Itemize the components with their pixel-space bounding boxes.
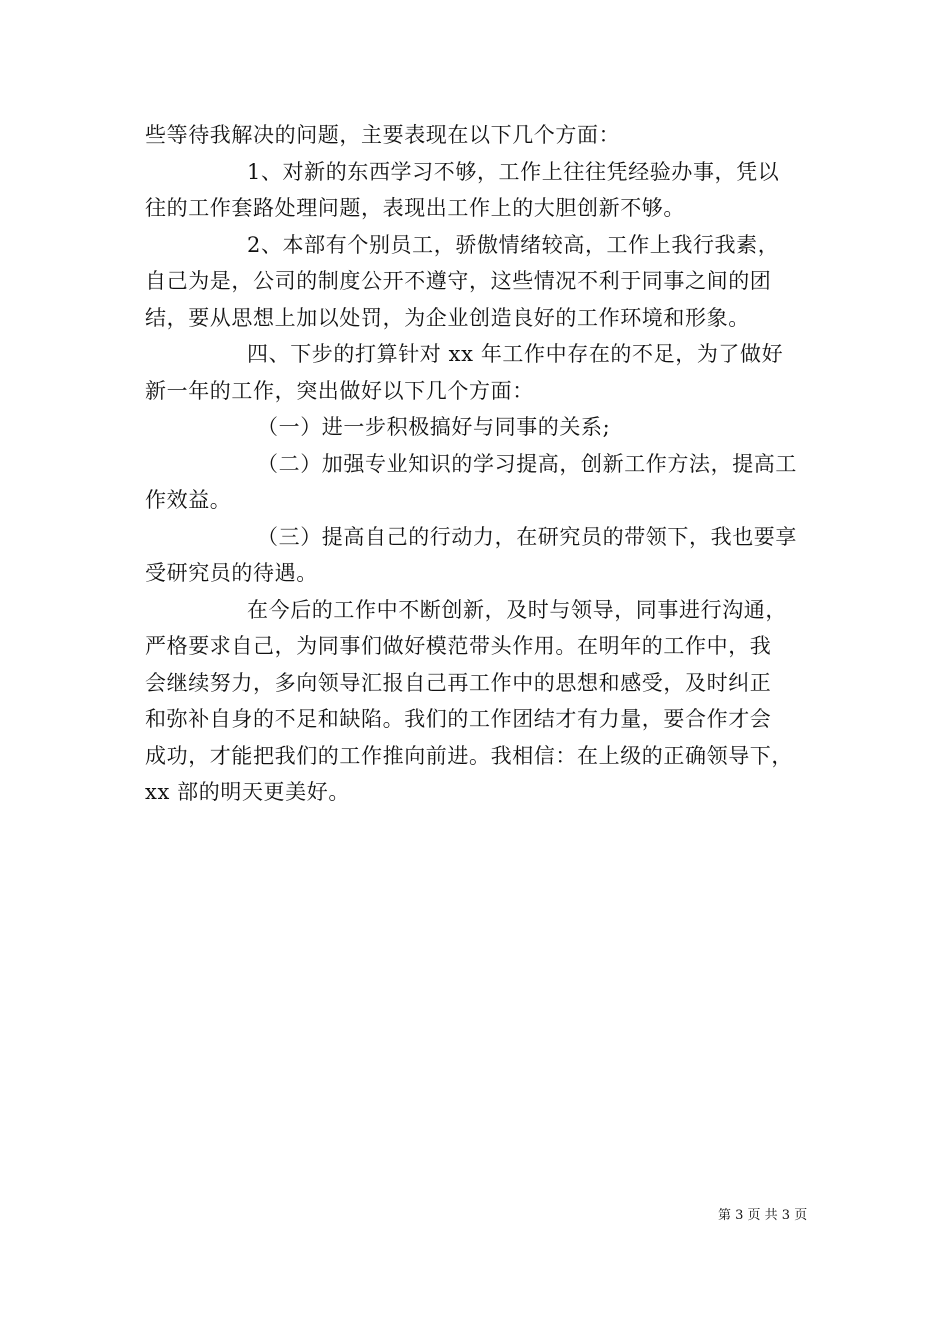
paragraph-line: 和弥补自身的不足和缺陷。我们的工作团结才有力量，要合作才会	[145, 707, 772, 731]
paragraph-line: 新一年的工作，突出做好以下几个方面：	[145, 378, 534, 403]
paragraph-line: xx 部的明天更美好。	[145, 780, 350, 804]
paragraph-line: 严格要求自己，为同事们做好模范带头作用。在明年的工作中，我	[145, 634, 772, 658]
paragraph-line: 自己为是，公司的制度公开不遵守，这些情况不利于同事之间的团	[145, 269, 772, 293]
page-number-footer: 第 3 页 共 3 页	[718, 1208, 808, 1223]
paragraph-line: （二）加强专业知识的学习提高，创新工作方法，提高工	[257, 451, 797, 476]
paragraph-line: （三）提高自己的行动力，在研究员的带领下，我也要享	[257, 524, 797, 549]
paragraph-line: 结，要从思想上加以处罚，为企业创造良好的工作环境和形象。	[145, 305, 750, 330]
paragraph-line: 在今后的工作中不断创新，及时与领导，同事进行沟通，	[247, 597, 787, 622]
paragraph-line: 作效益。	[145, 488, 232, 512]
paragraph-line: 1、对新的东西学习不够，工作上往往凭经验办事，凭以	[247, 159, 780, 184]
paragraph-line: （一）进一步积极搞好与同事的关系;	[257, 415, 611, 439]
paragraph-line: 受研究员的待遇。	[145, 561, 318, 585]
paragraph-line: 成功，才能把我们的工作推向前进。我相信：在上级的正确领导下，	[145, 743, 793, 768]
paragraph-line: 往的工作套路处理问题，表现出工作上的大胆创新不够。	[145, 196, 685, 220]
document-body	[145, 117, 815, 811]
paragraph-line: 四、下步的打算针对 xx 年工作中存在的不足，为了做好	[247, 342, 784, 366]
paragraph-line: 2、本部有个别员工，骄傲情绪较高，工作上我行我素，	[247, 232, 780, 257]
paragraph-line: 会继续努力，多向领导汇报自己再工作中的思想和感受，及时纠正	[145, 670, 772, 695]
paragraph-line: 些等待我解决的问题，主要表现在以下几个方面：	[145, 123, 621, 147]
